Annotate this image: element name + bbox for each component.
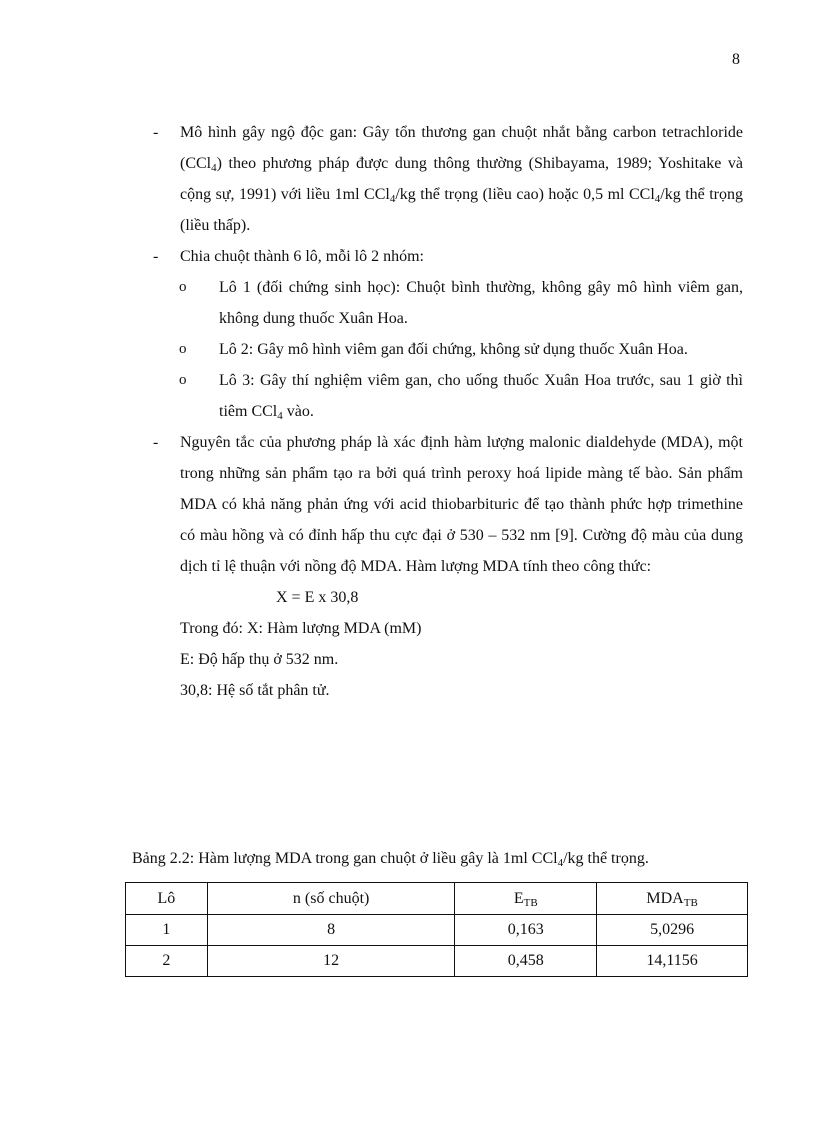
sub-item-lot-3: o Lô 3: Gây thí nghiệm viêm gan, cho uống thuốc Xuân Hoa trước, sau 1 giờ thì tiêm CCl$_4$ vào. xyxy=(179,365,743,427)
header-e: $E_{TB}$ xyxy=(455,883,597,915)
dash-bullet: - xyxy=(153,434,159,451)
cell-lot: 2 xyxy=(126,946,208,977)
table-caption: Bảng 2.2: Hàm lượng MDA trong gan chuột ở liều gây là 1ml CCl$_4$/kg thể trọng. xyxy=(132,850,649,869)
cell-mda: 14,1156 xyxy=(597,946,748,977)
bullet-group-division: - Chia chuột thành 6 lô, mỗi lô 2 nhóm: xyxy=(153,241,743,272)
circle-bullet: o xyxy=(179,279,187,295)
table-row xyxy=(126,946,748,977)
dash-bullet: - xyxy=(153,248,159,265)
cell-e: 0,458 xyxy=(455,946,597,977)
table-row xyxy=(126,915,748,946)
bullet-method-principle: - Nguyên tắc của phương pháp là xác định hàm lượng malonic dialdehyde (MDA), một trong những sản phẩm tạo ra bởi quá trình peroxy hoá lipide màng tế bào. Sản phẩm MDA có khả năng phản ứng với acid thiobarbituric để tạo thành phức hợp trimethine có màu hồng và có đỉnh hấp thu cực đại ở 530 – 532 nm [9]. Cường độ màu của dung dịch tỉ lệ thuận với nồng độ MDA. Hàm lượng MDA tính theo công thức: xyxy=(153,427,743,582)
definition-x: Trong đó: X: Hàm lượng MDA (mM) xyxy=(180,620,422,637)
header-n: n (số chuột) xyxy=(207,883,455,915)
bullet-liver-toxicity-model: - Mô hình gây ngộ độc gan: Gây tổn thương gan chuột nhắt bằng carbon tetrachloride (CCl$_4$) theo phương pháp được dung thông thường (Shibayama, 1989; Yoshitake và cộng sự, 1991) với liều 1ml CCl$_4$/kg thể trọng (liều cao) hoặc 0,5 ml CCl$_4$/kg thể trọng (liều thấp). xyxy=(153,117,743,241)
sub-item-lot-1: o Lô 1 (đối chứng sinh học): Chuột bình thường, không gây mô hình viêm gan, không dung thuốc Xuân Hoa. xyxy=(179,272,743,334)
cell-mda: 5,0296 xyxy=(597,915,748,946)
header-mda: $MDA_{TB}$ xyxy=(597,883,748,915)
cell-e: 0,163 xyxy=(455,915,597,946)
cell-n: 8 xyxy=(207,915,455,946)
circle-bullet: o xyxy=(179,341,187,357)
dash-bullet: - xyxy=(153,124,159,141)
definition-e: E: Độ hấp thụ ở 532 nm. xyxy=(180,651,339,668)
table-header-row xyxy=(126,883,748,915)
document-body xyxy=(153,117,743,706)
cell-lot: 1 xyxy=(126,915,208,946)
mda-table xyxy=(125,882,748,977)
cell-n: 12 xyxy=(207,946,455,977)
formula: X = E x 30,8 xyxy=(276,589,359,606)
definition-coefficient: 30,8: Hệ số tắt phân tử. xyxy=(180,682,330,699)
sub-item-lot-2: o Lô 2: Gây mô hình viêm gan đối chứng, không sử dụng thuốc Xuân Hoa. xyxy=(179,334,743,365)
circle-bullet: o xyxy=(179,372,187,388)
page-number: 8 xyxy=(732,51,740,68)
header-lot: Lô xyxy=(126,883,208,915)
